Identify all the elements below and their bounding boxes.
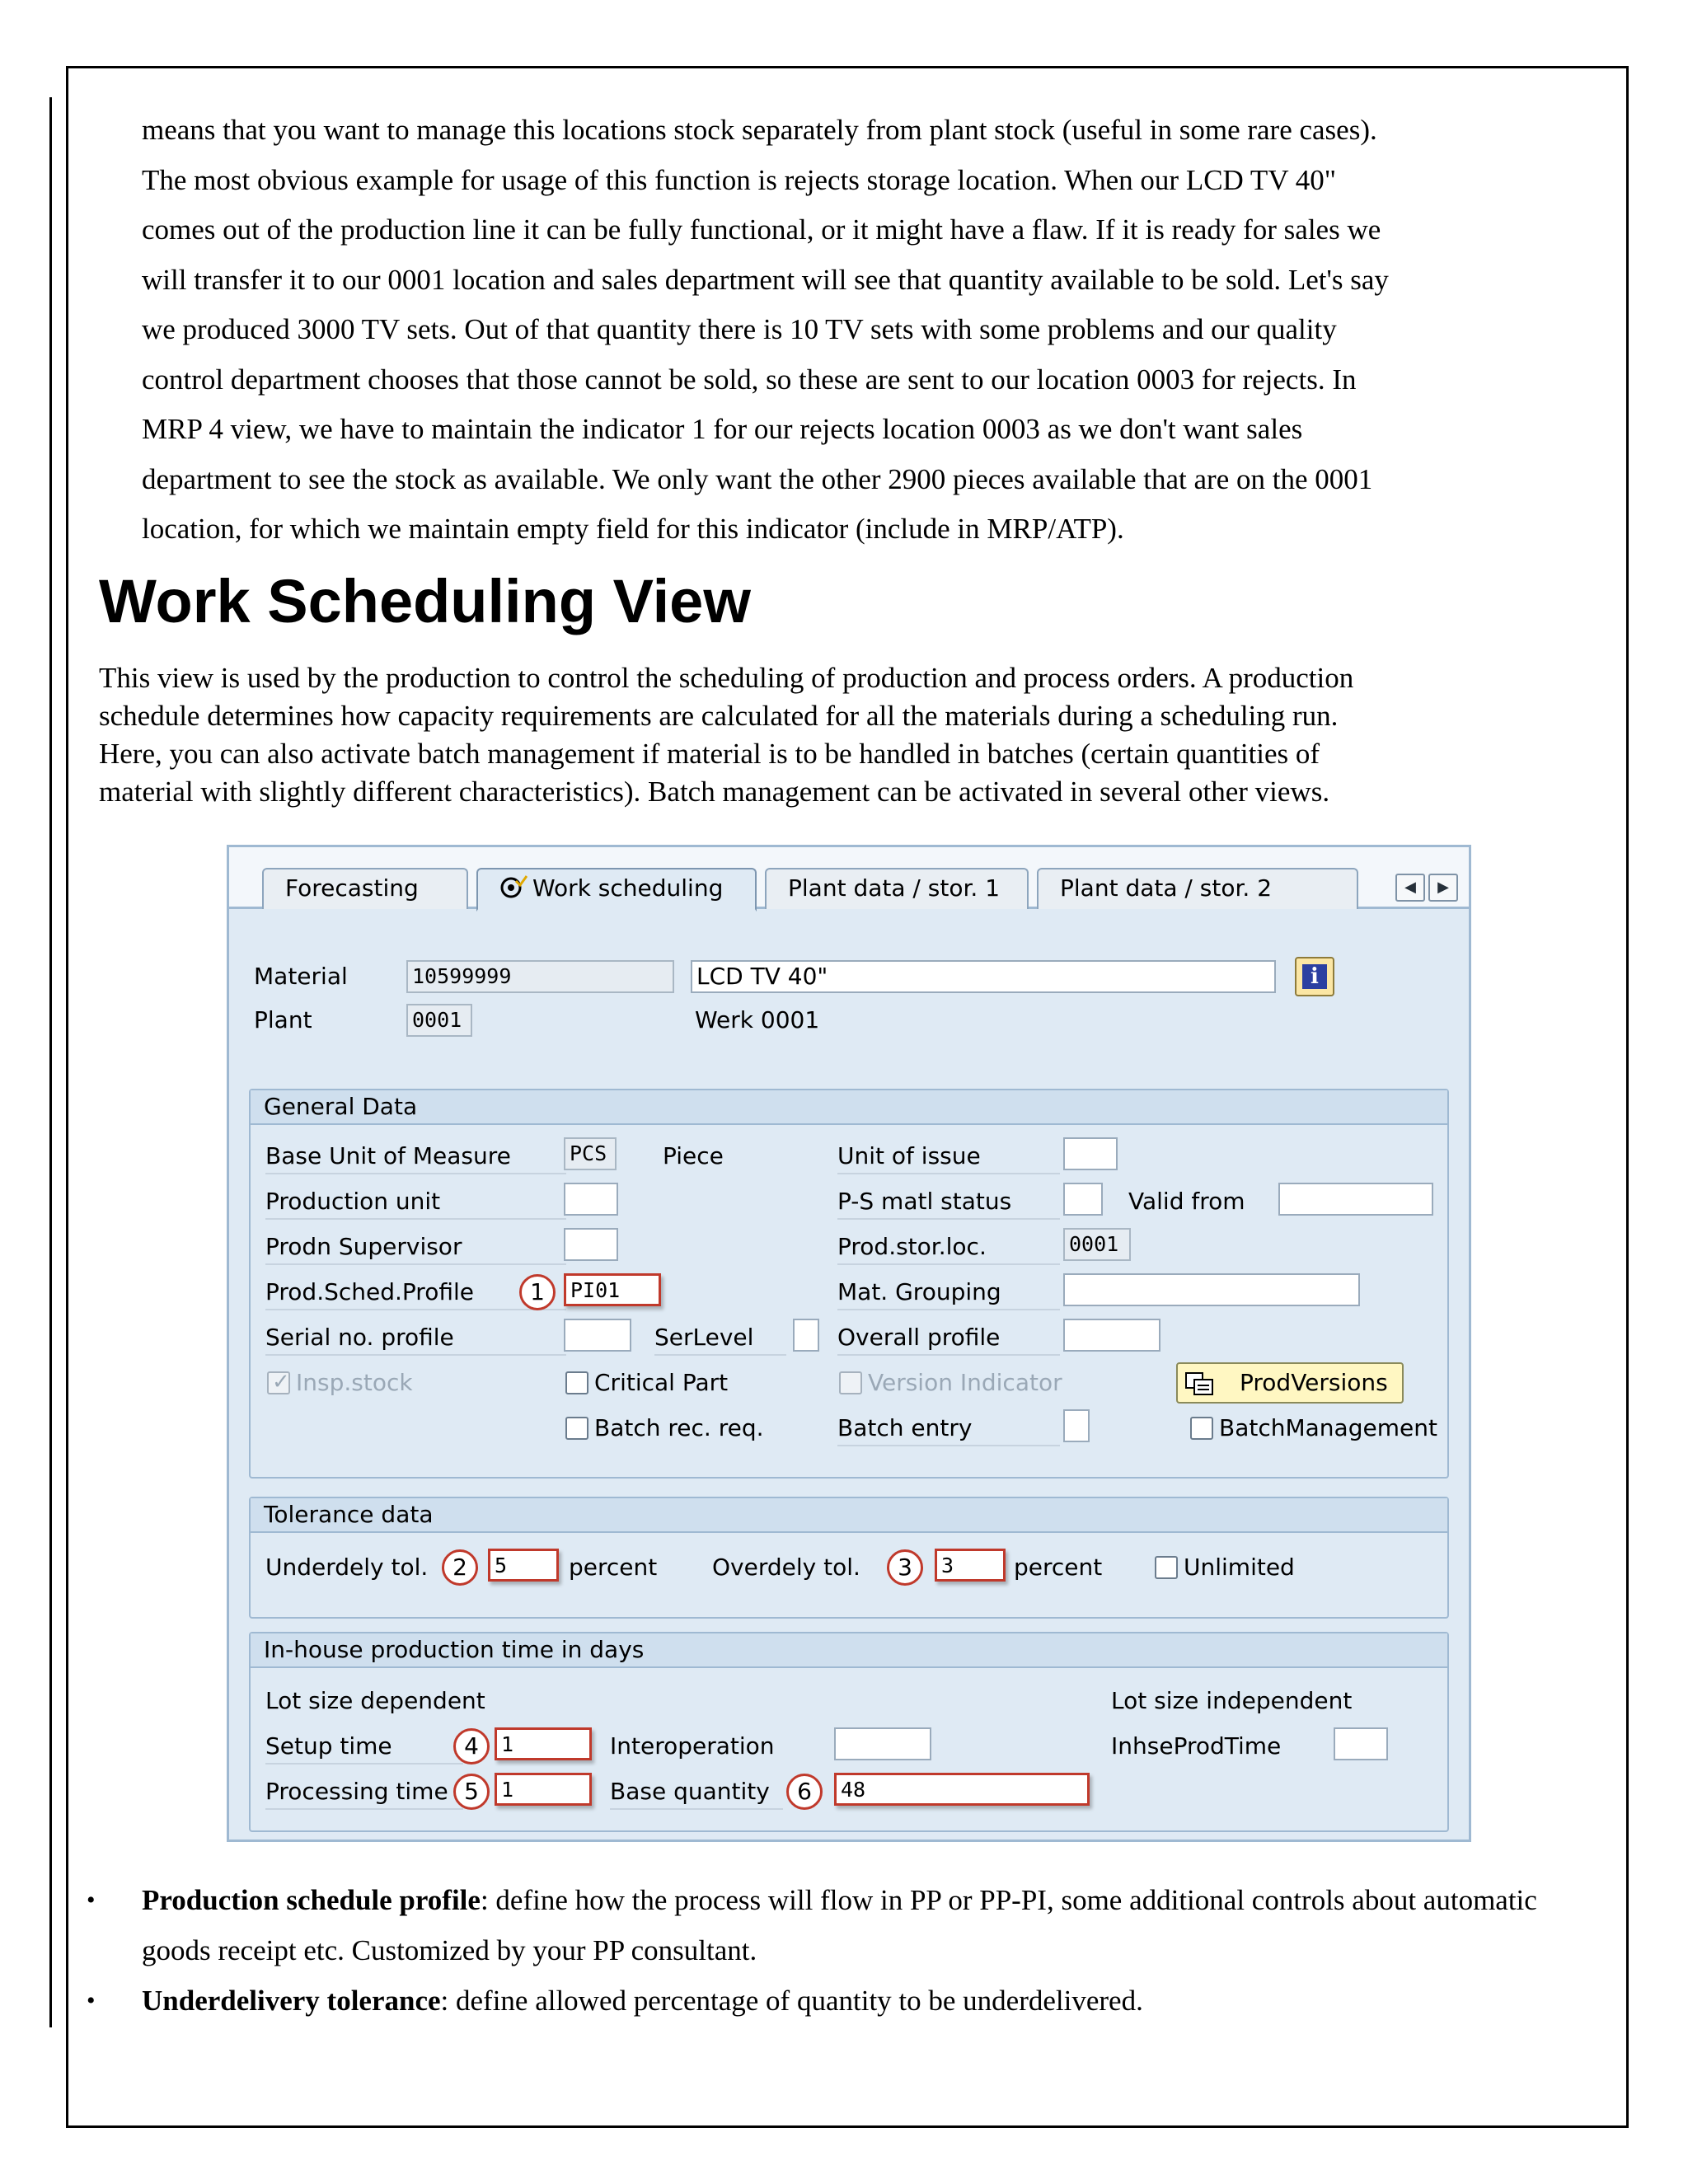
- valid-from-field[interactable]: [1278, 1183, 1433, 1216]
- definition-list: [87, 1875, 1570, 2026]
- callout-marker-5: 5: [453, 1774, 490, 1810]
- sap-work-scheduling-screen: [227, 845, 1471, 1842]
- check-icon: ✓: [272, 1370, 290, 1394]
- tab-plant-data-stor-1[interactable]: [765, 868, 1029, 909]
- interoperation-label: Interoperation: [610, 1732, 775, 1760]
- prodversions-label: ProdVersions: [1240, 1369, 1388, 1396]
- tab-work-scheduling[interactable]: [476, 868, 757, 912]
- material-field[interactable]: 10599999: [406, 960, 674, 993]
- unlimited-checkbox[interactable]: [1155, 1556, 1178, 1579]
- batch-management-checkbox[interactable]: [1190, 1417, 1213, 1440]
- prod-sched-profile-label: Prod.Sched.Profile: [265, 1276, 566, 1310]
- ps-matl-status-field[interactable]: [1063, 1183, 1103, 1216]
- underdely-tol-label: Underdely tol.: [265, 1554, 429, 1581]
- unlimited-label: Unlimited: [1184, 1554, 1295, 1581]
- base-uom-field[interactable]: PCS: [564, 1137, 617, 1170]
- prodversions-icon: [1184, 1371, 1216, 1396]
- serial-no-profile-field[interactable]: [564, 1319, 631, 1352]
- inhseprodtime-label: InhseProdTime: [1111, 1732, 1282, 1760]
- mat-grouping-label: Mat. Grouping: [837, 1276, 1060, 1310]
- lot-size-independent-label: Lot size independent: [1111, 1687, 1353, 1714]
- base-quantity-label: Base quantity: [610, 1775, 783, 1810]
- production-unit-field[interactable]: [564, 1183, 618, 1216]
- serlevel-field[interactable]: [793, 1319, 819, 1352]
- version-indicator-label: Version Indicator: [868, 1369, 1062, 1396]
- valid-from-label: Valid from: [1128, 1188, 1245, 1215]
- info-button[interactable]: [1295, 957, 1334, 996]
- intro-line: department to see the stock as available. We only want the other 2900 pieces available that are on the 0001: [142, 462, 1373, 495]
- callout-marker-6: 6: [786, 1774, 823, 1810]
- percent-label: percent: [569, 1554, 658, 1581]
- overdely-tol-label: Overdely tol.: [712, 1554, 860, 1581]
- bullet-text: : define allowed percentage of quantity to be underdelivered.: [440, 1985, 1143, 2017]
- plant-label: Plant: [254, 1006, 312, 1033]
- intro-line: control department chooses that those cannot be sold, so these are sent to our location 0003 for rejects. In: [142, 363, 1357, 396]
- tab-plant-data-stor-2[interactable]: [1037, 868, 1358, 909]
- margin-bar: [49, 97, 52, 2027]
- interoperation-field[interactable]: [834, 1727, 931, 1760]
- intro-line: means that you want to manage this locations stock separately from plant stock (useful in some rare cases).: [142, 114, 1377, 146]
- underdely-tol-field[interactable]: 5: [488, 1549, 559, 1582]
- overall-profile-field[interactable]: [1063, 1319, 1160, 1352]
- batch-entry-field[interactable]: [1063, 1409, 1090, 1442]
- batch-entry-label: Batch entry: [837, 1412, 1060, 1446]
- version-indicator-checkbox[interactable]: [839, 1371, 862, 1394]
- tab-forecasting[interactable]: [262, 868, 468, 909]
- section-heading: Work Scheduling View: [99, 567, 751, 635]
- intro-paragraph: [142, 105, 1601, 555]
- intro-line: comes out of the production line it can be fully functional, or it might have a flaw. If it is ready for sales we: [142, 213, 1381, 246]
- list-item: [87, 1875, 1570, 1975]
- mat-grouping-field[interactable]: [1063, 1273, 1360, 1306]
- serlevel-label: SerLevel: [654, 1321, 786, 1356]
- percent-label: percent: [1014, 1554, 1103, 1581]
- tab-scroll-right-icon[interactable]: ▶: [1428, 874, 1458, 902]
- plant-field[interactable]: 0001: [406, 1004, 472, 1037]
- tolerance-data-group: [249, 1497, 1449, 1619]
- description-line: material with slightly different characteristics). Batch management can be activated in several other views.: [99, 776, 1330, 808]
- prodn-supervisor-label: Prodn Supervisor: [265, 1230, 566, 1265]
- production-unit-label: Production unit: [265, 1185, 566, 1220]
- intro-line: we produced 3000 TV sets. Out of that quantity there is 10 TV sets with some problems and our quality: [142, 313, 1337, 345]
- prod-stor-loc-field[interactable]: 0001: [1063, 1228, 1131, 1261]
- list-item: [87, 1975, 1570, 2026]
- prod-sched-profile-field[interactable]: PI01: [564, 1273, 661, 1306]
- batch-rec-req-label: Batch rec. req.: [594, 1414, 764, 1441]
- intro-line: MRP 4 view, we have to maintain the indicator 1 for our rejects location 0003 as we don't want sales: [142, 413, 1303, 445]
- status-ok-icon: [499, 874, 528, 899]
- lot-size-dependent-label: Lot size dependent: [265, 1687, 485, 1714]
- general-data-title: General Data: [251, 1090, 1447, 1125]
- tab-label: Work scheduling: [532, 874, 724, 902]
- prod-stor-loc-label: Prod.stor.loc.: [837, 1230, 1060, 1265]
- intro-line: The most obvious example for usage of this function is rejects storage location. When our LCD TV 40": [142, 163, 1336, 196]
- prodversions-button[interactable]: [1176, 1362, 1404, 1404]
- overall-profile-label: Overall profile: [837, 1321, 1060, 1356]
- overdely-tol-field[interactable]: 3: [935, 1549, 1006, 1582]
- callout-marker-2: 2: [442, 1549, 478, 1586]
- tolerance-data-title: Tolerance data: [251, 1498, 1447, 1533]
- callout-marker-3: 3: [887, 1549, 923, 1586]
- base-uom-label: Base Unit of Measure: [265, 1140, 566, 1174]
- critical-part-checkbox[interactable]: [565, 1371, 588, 1394]
- prodn-supervisor-field[interactable]: [564, 1228, 618, 1261]
- general-data-group: [249, 1089, 1449, 1479]
- setup-time-label: Setup time: [265, 1730, 463, 1765]
- description-line: Here, you can also activate batch management if material is to be handled in batches (certain quantities of: [99, 738, 1320, 770]
- material-description-field[interactable]: LCD TV 40": [691, 960, 1276, 993]
- inhouse-production-title: In-house production time in days: [251, 1633, 1447, 1668]
- tab-label: Plant data / stor. 1: [788, 874, 1001, 902]
- description-line: This view is used by the production to control the scheduling of production and process orders. A production: [99, 662, 1354, 694]
- setup-time-field[interactable]: 1: [495, 1727, 592, 1760]
- description-paragraph: [99, 659, 1550, 811]
- unit-of-issue-field[interactable]: [1063, 1137, 1118, 1170]
- bullet-term: Production schedule profile: [142, 1884, 481, 1916]
- serial-no-profile-label: Serial no. profile: [265, 1321, 566, 1356]
- callout-marker-1: 1: [519, 1274, 556, 1310]
- insp-stock-checkbox[interactable]: [267, 1371, 290, 1394]
- info-icon: i: [1302, 964, 1327, 989]
- unit-of-issue-label: Unit of issue: [837, 1140, 1060, 1174]
- batch-management-label: BatchManagement: [1219, 1414, 1437, 1441]
- processing-time-field[interactable]: 1: [495, 1773, 592, 1806]
- tab-scroll-left-icon[interactable]: ◀: [1395, 874, 1425, 902]
- tab-label: Forecasting: [285, 874, 419, 902]
- callout-marker-4: 4: [453, 1728, 490, 1765]
- material-label: Material: [254, 963, 348, 990]
- bullet-text: : define how the process will flow in PP or PP-PI, some additional controls about automatic goods receipt etc. Customized by your PP consultant.: [142, 1884, 1537, 1966]
- intro-line: location, for which we maintain empty field for this indicator (include in MRP/ATP).: [142, 513, 1124, 545]
- intro-line: will transfer it to our 0001 location and sales department will see that quantity available to be sold. Let's say: [142, 263, 1389, 296]
- inhseprodtime-field[interactable]: [1334, 1727, 1388, 1760]
- base-uom-text: Piece: [663, 1142, 724, 1169]
- processing-time-label: Processing time: [265, 1775, 463, 1810]
- insp-stock-label: Insp.stock: [296, 1369, 413, 1396]
- bullet-term: Underdelivery tolerance: [142, 1985, 441, 2017]
- tab-label: Plant data / stor. 2: [1060, 874, 1273, 902]
- base-quantity-field[interactable]: 48: [834, 1773, 1090, 1806]
- tab-strip: [229, 847, 1469, 909]
- plant-name: Werk 0001: [695, 1006, 820, 1033]
- ps-matl-status-label: P-S matl status: [837, 1185, 1060, 1220]
- critical-part-label: Critical Part: [594, 1369, 729, 1396]
- description-line: schedule determines how capacity requirements are calculated for all the materials during a scheduling run.: [99, 700, 1339, 732]
- batch-rec-req-checkbox[interactable]: [565, 1417, 588, 1440]
- inhouse-production-group: [249, 1632, 1449, 1832]
